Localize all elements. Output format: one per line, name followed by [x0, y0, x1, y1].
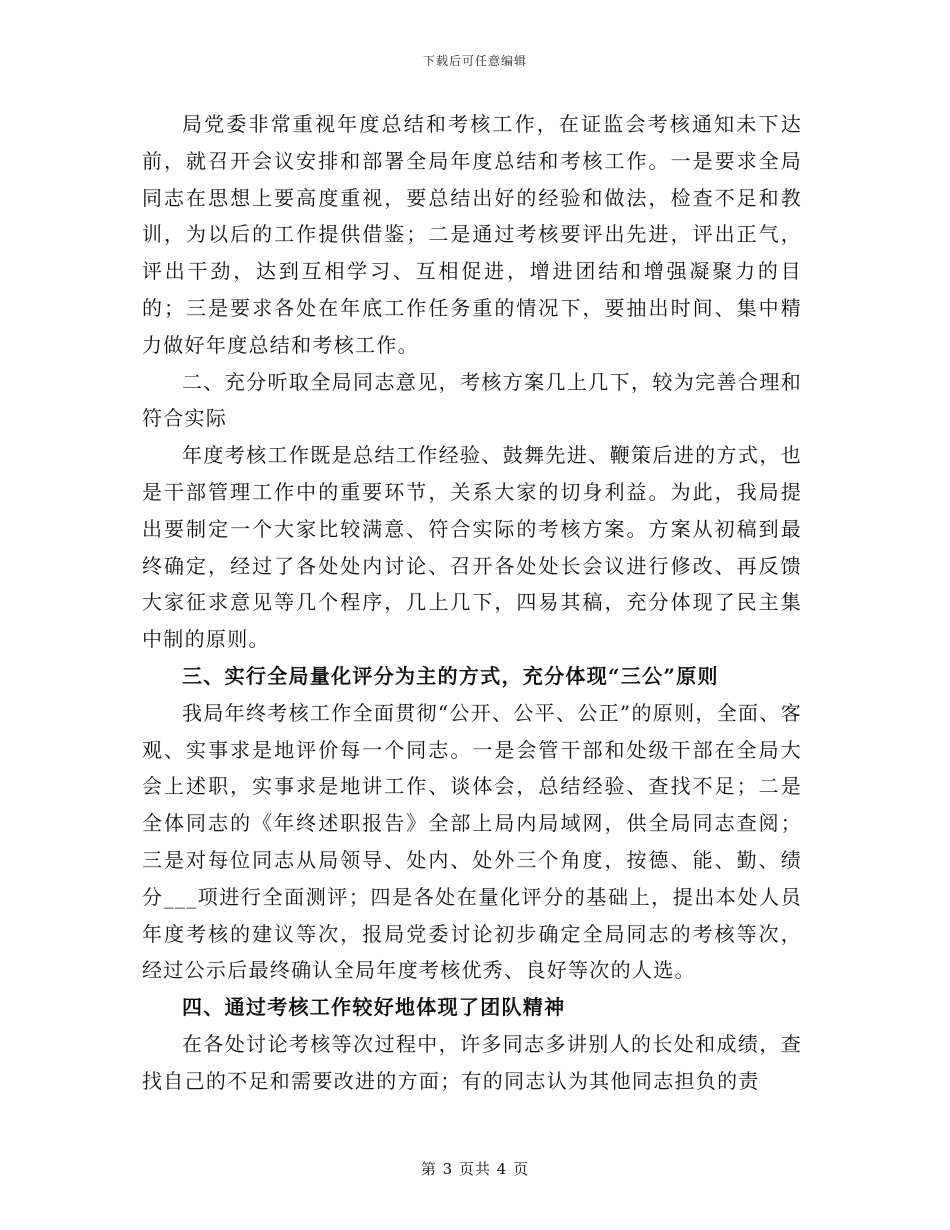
document-body	[142, 106, 802, 1100]
paragraph-three-principles: 我局年终考核工作全面贯彻“公开、公平、公正”的原则，全面、客观、实事求是地评价每一个同志。一是会管干部和处级干部在全局大会上述职，实事求是地讲工作、谈体会，总结经验、查找不足；二是全体同志的《年终述职报告》全部上局内局域网，供全局同志查阅；三是对每位同志从局领导、处内、处外三个角度，按德、能、勤、绩分___项进行全面测评；四是各处在量化评分的基础上，提出本处人员年度考核的建议等次，报局党委讨论初步确定全局同志的考核等次，经过公示后最终确认全局年度考核优秀、良好等次的人选。	[142, 700, 802, 983]
section-heading-2: 二、充分听取全局同志意见，考核方案几上几下，较为完善合理和符合实际	[142, 369, 802, 431]
section-heading-4: 四、通过考核工作较好地体现了团队精神	[182, 995, 566, 1020]
paragraph-team-spirit: 在各处讨论考核等次过程中，许多同志多讲别人的长处和成绩，查找自己的不足和需要改进的方面；有的同志认为其他同志担负的责	[142, 1031, 802, 1093]
paragraph-work-arrangement: 局党委非常重视年度总结和考核工作，在证监会考核通知未下达前，就召开会议安排和部署全局年度总结和考核工作。一是要求全局同志在思想上要高度重视，要总结出好的经验和做法，检查不足和教训，为以后的工作提供借鉴；二是通过考核要评出先进，评出正气，评出干劲，达到互相学习、互相促进，增进团结和增强凝聚力的目的；三是要求各处在年底工作任务重的情况下，要抽出时间、集中精力做好年度总结和考核工作。	[142, 112, 802, 357]
section-heading-3: 三、实行全局量化评分为主的方式，充分体现“三公”原则	[182, 663, 719, 688]
paragraph-assessment-plan: 年度考核工作既是总结工作经验、鼓舞先进、鞭策后进的方式，也是干部管理工作中的重要环节，关系大家的切身利益。为此，我局提出要制定一个大家比较满意、符合实际的考核方案。方案从初稿到最终确定，经过了各处处内讨论、召开各处处长会议进行修改、再反馈大家征求意见等几个程序，几上几下，四易其稿，充分体现了民主集中制的原则。	[142, 443, 802, 652]
page-number-footer: 第 3 页共 4 页	[420, 1160, 530, 1178]
page-header: 下载后可任意编辑	[422, 54, 527, 68]
